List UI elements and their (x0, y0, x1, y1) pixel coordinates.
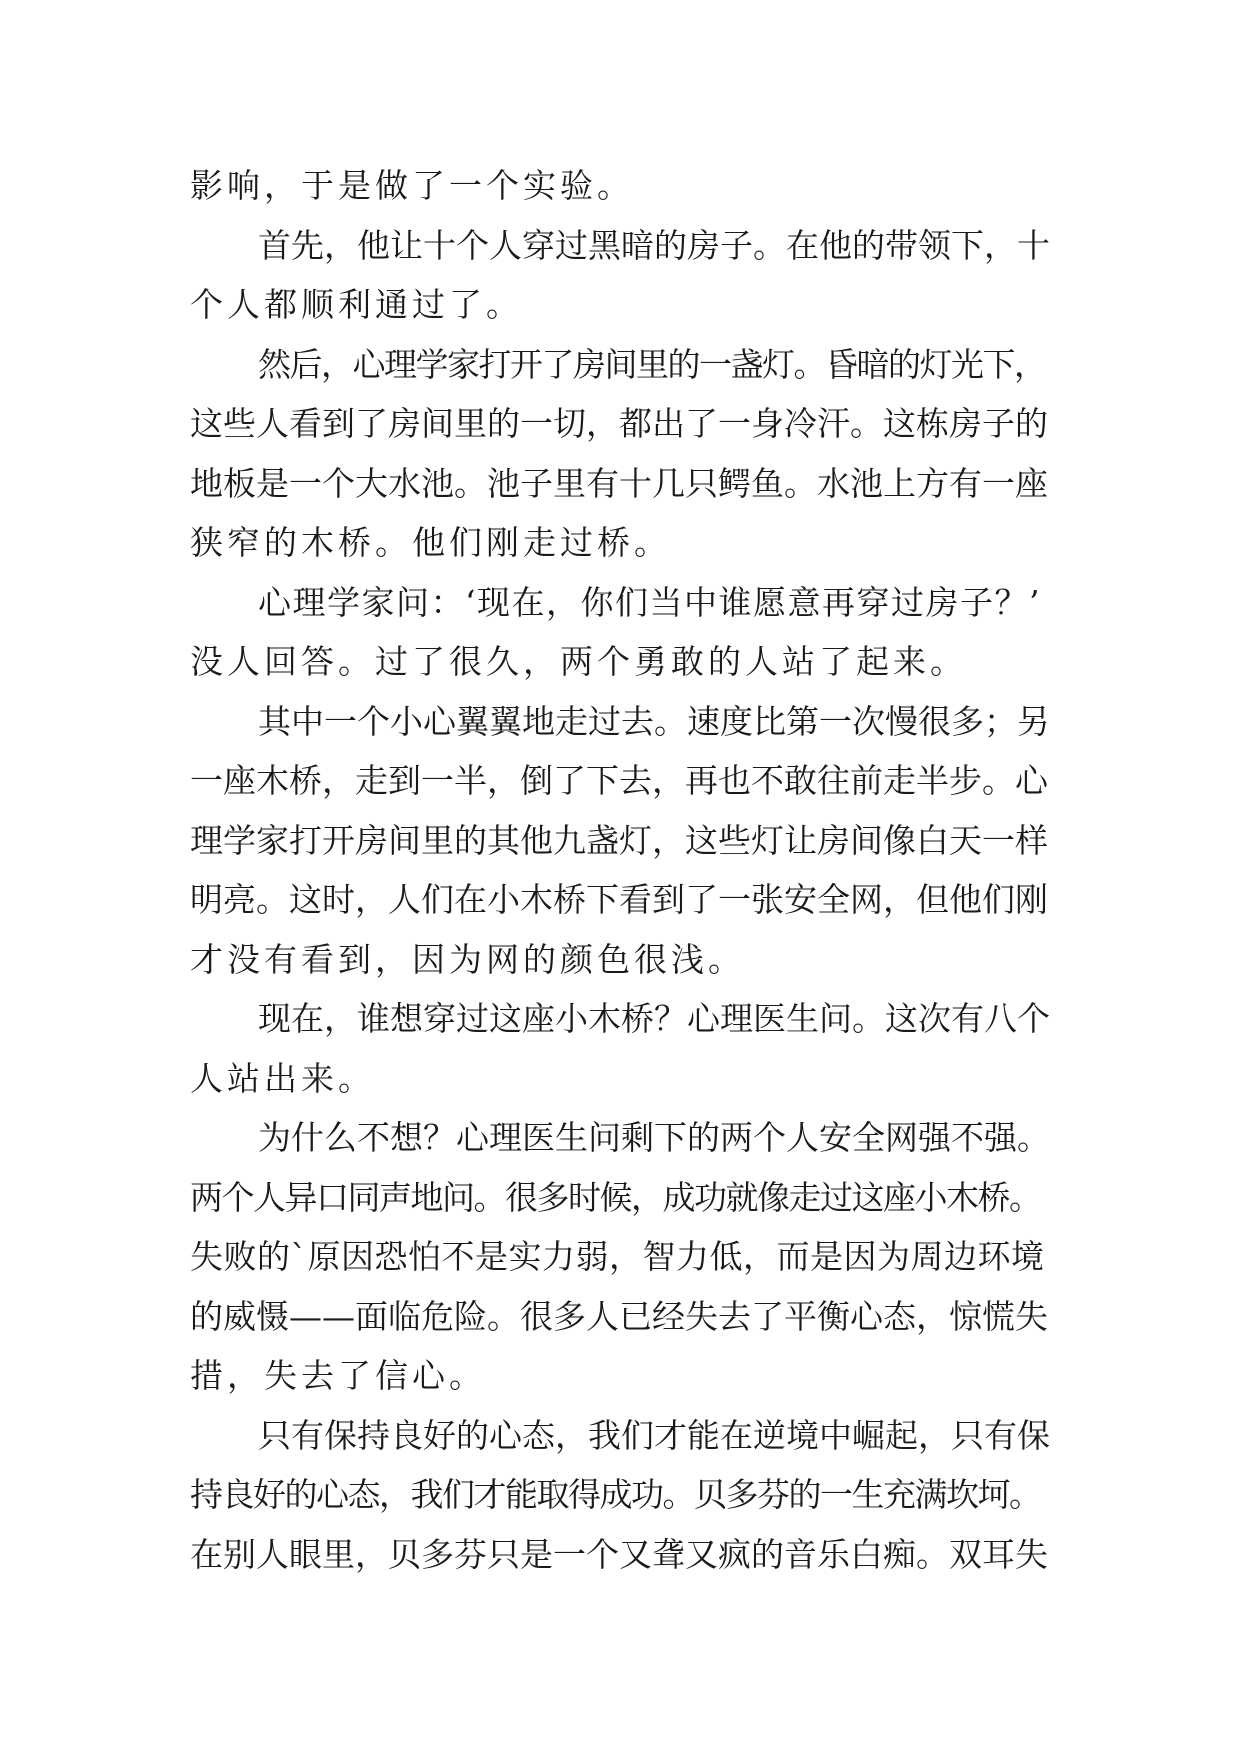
paragraph (190, 1406, 1050, 1585)
text-line: 失败的`原因恐怕不是实力弱，智力低，而是因为周边环境 (190, 1237, 1045, 1276)
text-line: 然后，心理学家打开了房间里的一盏灯。昏暗的灯光下， (258, 344, 1046, 384)
text-line: 为什么不想？心理医生问剩下的两个人安全网强不强。 (258, 1118, 1050, 1157)
text-line: 心理学家问：‘现在，你们当中谁愿意再穿过房子？’ (258, 582, 1041, 622)
text-line: 只有保持良好的心态，我们才能在逆境中崛起，只有保 (258, 1415, 1050, 1455)
text-line: 地板是一个大水池。池子里有十几只鳄鱼。水池上方有一座 (190, 463, 1048, 503)
paragraph (190, 989, 1050, 1108)
text-line: 才没有看到，因为网的颜色很浅。 (190, 939, 745, 979)
paragraph (190, 156, 1050, 216)
paragraph (190, 1108, 1050, 1406)
text-line: 现在，谁想穿过这座小木桥？心理医生问。这次有八个 (258, 999, 1050, 1038)
text-line: 首先，他让十个人穿过黑暗的房子。在他的带领下，十 (258, 225, 1050, 265)
paragraph (190, 573, 1050, 692)
text-line: 没人回答。过了很久，两个勇敢的人站了起来。 (190, 642, 967, 681)
text-line: 狭窄的木桥。他们刚走过桥。 (190, 523, 671, 562)
text-line: 明亮。这时，人们在小木桥下看到了一张安全网，但他们刚 (190, 880, 1048, 919)
paragraph (190, 335, 1050, 573)
text-line: 人站出来。 (190, 1058, 375, 1098)
text-line: 措，失去了信心。 (190, 1356, 486, 1395)
body-text (190, 156, 1050, 1584)
text-line: 的威慑——面临危险。很多人已经失去了平衡心态，惊慌失 (190, 1296, 1048, 1336)
text-line: 这些人看到了房间里的一切，都出了一身冷汗。这栋房子的 (190, 404, 1048, 443)
text-line: 理学家打开房间里的其他九盏灯，这些灯让房间像白天一样 (190, 820, 1048, 860)
text-line: 一座木桥，走到一半，倒了下去，再也不敢往前走半步。心 (190, 761, 1048, 800)
paragraph (190, 216, 1050, 335)
text-line: 持良好的心态，我们才能取得成功。贝多芬的一生充满坎坷。 (190, 1475, 1041, 1514)
text-line: 两个人异口同声地问。很多时候，成功就像走过这座小木桥。 (190, 1177, 1041, 1217)
paragraph (190, 692, 1050, 990)
text-line: 在别人眼里，贝多芬只是一个又聋又疯的音乐白痴。双耳失 (190, 1534, 1048, 1574)
text-line: 个人都顺利通过了。 (190, 285, 523, 324)
text-line: 其中一个小心翼翼地走过去。速度比第一次慢很多；另 (258, 701, 1050, 741)
text-line: 影响，于是做了一个实验。 (190, 166, 634, 205)
